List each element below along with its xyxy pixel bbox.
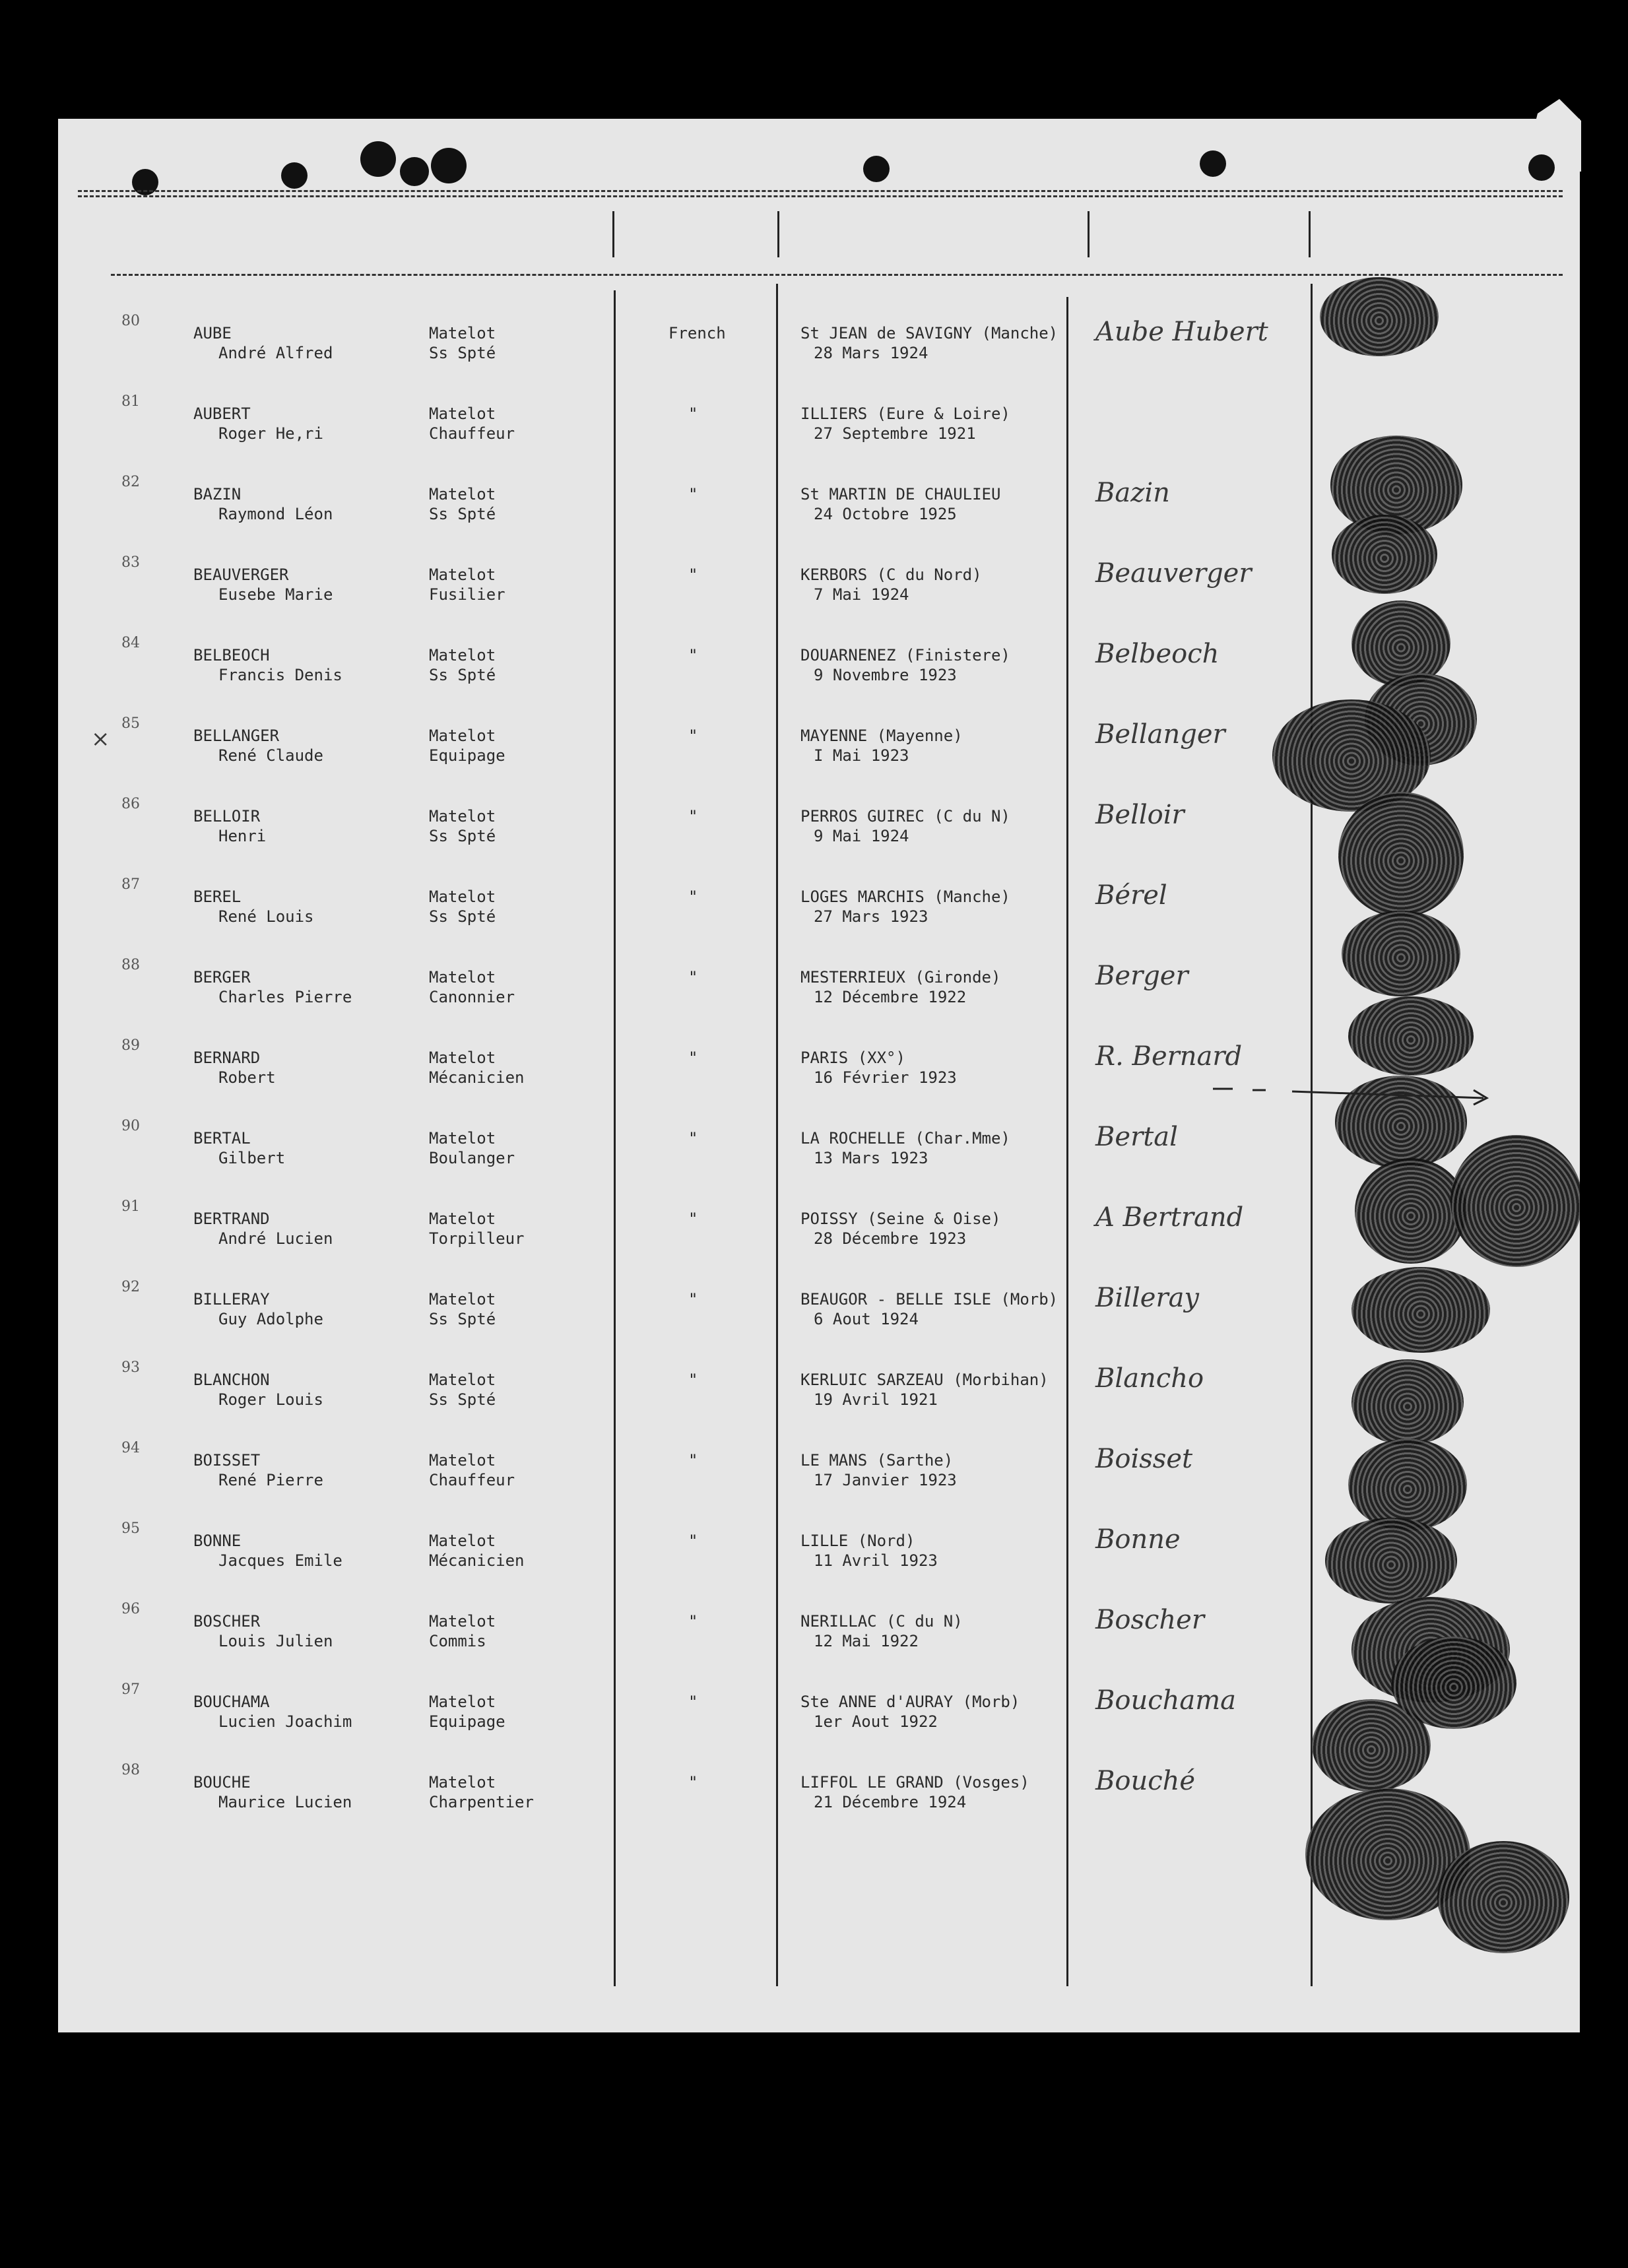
birth-place: PARIS (XX°): [800, 1049, 905, 1067]
crew-surname: BOSCHER: [193, 1612, 261, 1631]
crew-signature: Berger: [1095, 961, 1188, 991]
row-number: 84: [121, 635, 140, 651]
birth-place: LA ROCHELLE (Char.Mme): [800, 1129, 1010, 1148]
crew-signature: Beauverger: [1095, 558, 1252, 589]
crew-signature: Belbeoch: [1095, 639, 1220, 669]
header-divider: [777, 211, 779, 257]
crew-given-names: André Lucien: [218, 1229, 333, 1248]
crew-rank: Matelot: [429, 727, 496, 745]
crew-specialty: Fusilier: [429, 585, 505, 604]
punch-hole: [400, 157, 429, 186]
crew-surname: BEAUVERGER: [193, 566, 289, 584]
crew-specialty: Ss Spté: [429, 1310, 496, 1328]
punch-hole: [1528, 154, 1555, 181]
row-number: 86: [121, 796, 140, 812]
crew-nationality: ": [688, 727, 698, 745]
thumbprint: [1348, 1439, 1467, 1531]
crew-given-names: René Louis: [218, 907, 314, 926]
birth-place: POISSY (Seine & Oise): [800, 1210, 1001, 1228]
crew-surname: BERNARD: [193, 1049, 261, 1067]
crew-surname: BERGER: [193, 968, 251, 987]
crew-given-names: Louis Julien: [218, 1632, 333, 1650]
birth-place: BEAUGOR - BELLE ISLE (Morb): [800, 1290, 1058, 1309]
birth-date: 16 Février 1923: [814, 1068, 957, 1087]
crew-rank: Matelot: [429, 807, 496, 826]
punch-hole: [281, 162, 308, 189]
crew-specialty: Ss Spté: [429, 505, 496, 523]
thumbprint: [1320, 277, 1439, 356]
crew-specialty: Chauffeur: [429, 1471, 515, 1489]
crew-signature: Bertal: [1095, 1122, 1178, 1152]
birth-place: MAYENNE (Mayenne): [800, 727, 963, 745]
crew-given-names: Roger He,ri: [218, 424, 323, 443]
crew-rank: Matelot: [429, 1532, 496, 1550]
crew-given-names: Guy Adolphe: [218, 1310, 323, 1328]
birth-date: 6 Aout 1924: [814, 1310, 919, 1328]
crew-rank: Matelot: [429, 1451, 496, 1470]
crew-nationality: ": [688, 1773, 698, 1792]
crew-signature: Bonne: [1095, 1524, 1181, 1555]
crew-rank: Matelot: [429, 566, 496, 584]
crew-rank: Matelot: [429, 1371, 496, 1389]
crew-signature: Blancho: [1095, 1363, 1204, 1394]
row-number: 95: [121, 1520, 140, 1537]
crew-signature: A Bertrand: [1095, 1202, 1244, 1233]
birth-place: DOUARNENEZ (Finistere): [800, 646, 1010, 664]
punch-hole: [431, 148, 467, 183]
row-number: 85: [121, 715, 140, 732]
birth-date: 1er Aout 1922: [814, 1712, 938, 1731]
crew-specialty: Charpentier: [429, 1793, 534, 1811]
crew-nationality: ": [688, 1371, 698, 1389]
crew-given-names: Maurice Lucien: [218, 1793, 352, 1811]
crew-rank: Matelot: [429, 1290, 496, 1309]
crew-nationality: ": [688, 1049, 698, 1067]
row-number: 96: [121, 1601, 140, 1617]
header-top-rule: [78, 195, 1563, 197]
crew-rank: Matelot: [429, 1773, 496, 1792]
crew-nationality: ": [688, 566, 698, 584]
thumbprint: [1351, 1267, 1490, 1353]
row-number: 90: [121, 1118, 140, 1134]
birth-place: LOGES MARCHIS (Manche): [800, 888, 1010, 906]
birth-place: ILLIERS (Eure & Loire): [800, 405, 1010, 423]
crew-surname: BELBEOCH: [193, 646, 270, 664]
crew-rank: Matelot: [429, 888, 496, 906]
birth-date: 11 Avril 1923: [814, 1551, 938, 1570]
thumbprint: [1332, 515, 1437, 594]
table-row: [58, 1359, 1580, 1450]
crew-surname: BILLERAY: [193, 1290, 270, 1309]
crew-nationality: ": [688, 1290, 698, 1309]
crew-surname: BERTRAND: [193, 1210, 270, 1228]
birth-place: St MARTIN DE CHAULIEU: [800, 485, 1001, 503]
thumbprint: [1348, 996, 1474, 1076]
crew-nationality: ": [688, 807, 698, 826]
crew-surname: BELLOIR: [193, 807, 261, 826]
table-row: [58, 1198, 1580, 1289]
crew-given-names: Eusebe Marie: [218, 585, 333, 604]
crew-signature: R. Bernard: [1095, 1041, 1243, 1072]
crew-specialty: Mécanicien: [429, 1551, 525, 1570]
thumbprint: [1351, 600, 1450, 686]
crew-specialty: Equipage: [429, 1712, 505, 1731]
crew-given-names: Raymond Léon: [218, 505, 333, 523]
crew-given-names: Henri: [218, 827, 267, 845]
birth-date: 27 Mars 1923: [814, 907, 928, 926]
crew-signature: Belloir: [1095, 800, 1185, 830]
crew-specialty: Torpilleur: [429, 1229, 525, 1248]
row-number: 80: [121, 313, 140, 329]
crew-signature: Boisset: [1095, 1444, 1193, 1474]
crew-signature: Boscher: [1095, 1605, 1204, 1635]
thumbprint: [1342, 911, 1460, 996]
crew-specialty: Chauffeur: [429, 424, 515, 443]
crew-specialty: Mécanicien: [429, 1068, 525, 1087]
birth-date: 24 Octobre 1925: [814, 505, 957, 523]
crew-specialty: Ss Spté: [429, 344, 496, 362]
crew-nationality: ": [688, 1129, 698, 1148]
punch-hole: [360, 141, 396, 177]
birth-date: 9 Mai 1924: [814, 827, 909, 845]
row-number: 91: [121, 1198, 140, 1215]
crew-specialty: Canonnier: [429, 988, 515, 1006]
punch-hole: [1200, 150, 1226, 177]
row-number: 88: [121, 957, 140, 973]
crew-nationality: ": [688, 968, 698, 987]
crew-rank: Matelot: [429, 1049, 496, 1067]
crew-signature: Bazin: [1095, 478, 1170, 508]
birth-date: I Mai 1923: [814, 746, 909, 765]
crew-surname: BLANCHON: [193, 1371, 270, 1389]
crew-nationality: ": [688, 1693, 698, 1711]
crew-rank: Matelot: [429, 968, 496, 987]
thumbprint: [1450, 1135, 1580, 1267]
header-bottom-rule: [111, 274, 1563, 276]
crew-surname: AUBERT: [193, 405, 251, 423]
crew-rank: Matelot: [429, 485, 496, 503]
birth-place: LE MANS (Sarthe): [800, 1451, 954, 1470]
crew-nationality: ": [688, 1451, 698, 1470]
crew-given-names: Francis Denis: [218, 666, 342, 684]
crew-given-names: Robert: [218, 1068, 276, 1087]
crew-surname: AUBE: [193, 324, 232, 342]
birth-place: PERROS GUIREC (C du N): [800, 807, 1010, 826]
crew-given-names: Jacques Emile: [218, 1551, 342, 1570]
birth-date: 12 Décembre 1922: [814, 988, 967, 1006]
crew-given-names: Charles Pierre: [218, 988, 352, 1006]
birth-date: 27 Septembre 1921: [814, 424, 976, 443]
birth-place: MESTERRIEUX (Gironde): [800, 968, 1001, 987]
row-number: 87: [121, 876, 140, 893]
crew-given-names: Lucien Joachim: [218, 1712, 352, 1731]
row-number: 83: [121, 554, 140, 571]
crew-nationality: ": [688, 405, 698, 423]
birth-place: LILLE (Nord): [800, 1532, 915, 1550]
crew-rank: Matelot: [429, 405, 496, 423]
row-number: 82: [121, 474, 140, 490]
crew-specialty: Equipage: [429, 746, 505, 765]
thumbprint: [1338, 792, 1464, 917]
cross-mark: ×: [91, 726, 110, 752]
thumbprint: [1391, 1636, 1516, 1729]
crew-surname: BOUCHE: [193, 1773, 251, 1792]
birth-place: Ste ANNE d'AURAY (Morb): [800, 1693, 1020, 1711]
crew-surname: BELLANGER: [193, 727, 280, 745]
thumbprint: [1351, 1359, 1464, 1445]
crew-surname: BEREL: [193, 888, 242, 906]
row-number: 92: [121, 1279, 140, 1295]
punch-hole: [863, 156, 890, 182]
birth-date: 19 Avril 1921: [814, 1390, 938, 1409]
crew-specialty: Ss Spté: [429, 666, 496, 684]
crew-signature: Bouchama: [1095, 1685, 1237, 1716]
crew-specialty: Ss Spté: [429, 907, 496, 926]
birth-date: 9 Novembre 1923: [814, 666, 957, 684]
crew-nationality: ": [688, 1612, 698, 1631]
header-divider: [1088, 211, 1090, 257]
birth-date: 28 Mars 1924: [814, 344, 928, 362]
crew-surname: BERTAL: [193, 1129, 251, 1148]
crew-given-names: René Claude: [218, 746, 323, 765]
crew-signature: Bellanger: [1095, 719, 1225, 750]
thumbprint: [1355, 1158, 1467, 1264]
crew-given-names: André Alfred: [218, 344, 333, 362]
birth-place: LIFFOL LE GRAND (Vosges): [800, 1773, 1029, 1792]
crew-signature: Bérel: [1095, 880, 1167, 911]
header-top-rule: [78, 190, 1563, 192]
row-number: 94: [121, 1440, 140, 1456]
crew-nationality: ": [688, 485, 698, 503]
row-number: 81: [121, 393, 140, 410]
crew-signature: Billeray: [1095, 1283, 1200, 1313]
table-row: [58, 1279, 1580, 1370]
crew-rank: Matelot: [429, 324, 496, 342]
row-number: 98: [121, 1762, 140, 1778]
crew-rank: Matelot: [429, 1129, 496, 1148]
birth-place: NERILLAC (C du N): [800, 1612, 963, 1631]
crew-rank: Matelot: [429, 646, 496, 664]
birth-date: 28 Décembre 1923: [814, 1229, 967, 1248]
crew-signature: Bouché: [1095, 1766, 1196, 1796]
crew-specialty: Ss Spté: [429, 827, 496, 845]
birth-place: KERBORS (C du Nord): [800, 566, 982, 584]
crew-signature: Aube Hubert: [1095, 317, 1268, 347]
birth-date: 13 Mars 1923: [814, 1149, 928, 1167]
crew-given-names: Roger Louis: [218, 1390, 323, 1409]
crew-surname: BAZIN: [193, 485, 242, 503]
pen-arrow: [1206, 1069, 1510, 1109]
crew-nationality: ": [688, 1210, 698, 1228]
crew-nationality: ": [688, 646, 698, 664]
birth-place: KERLUIC SARZEAU (Morbihan): [800, 1371, 1049, 1389]
crew-surname: BOUCHAMA: [193, 1693, 270, 1711]
crew-rank: Matelot: [429, 1612, 496, 1631]
crew-nationality: ": [688, 888, 698, 906]
crew-nationality: ": [688, 1532, 698, 1550]
birth-date: 12 Mai 1922: [814, 1632, 919, 1650]
birth-date: 7 Mai 1924: [814, 585, 909, 604]
header-divider: [1309, 211, 1311, 257]
header-divider: [612, 211, 614, 257]
row-number: 93: [121, 1359, 140, 1376]
document-sheet: [58, 119, 1580, 2032]
thumbprint: [1437, 1841, 1569, 1953]
row-number: 89: [121, 1037, 140, 1054]
crew-specialty: Commis: [429, 1632, 486, 1650]
birth-date: 21 Décembre 1924: [814, 1793, 967, 1811]
crew-rank: Matelot: [429, 1693, 496, 1711]
crew-given-names: René Pierre: [218, 1471, 323, 1489]
thumbprint: [1325, 1518, 1457, 1604]
birth-place: St JEAN de SAVIGNY (Manche): [800, 324, 1058, 342]
row-number: 97: [121, 1681, 140, 1698]
crew-rank: Matelot: [429, 1210, 496, 1228]
crew-given-names: Gilbert: [218, 1149, 286, 1167]
birth-date: 17 Janvier 1923: [814, 1471, 957, 1489]
crew-specialty: Boulanger: [429, 1149, 515, 1167]
crew-surname: BOISSET: [193, 1451, 261, 1470]
crew-nationality: French: [668, 324, 726, 342]
crew-specialty: Ss Spté: [429, 1390, 496, 1409]
crew-surname: BONNE: [193, 1532, 242, 1550]
